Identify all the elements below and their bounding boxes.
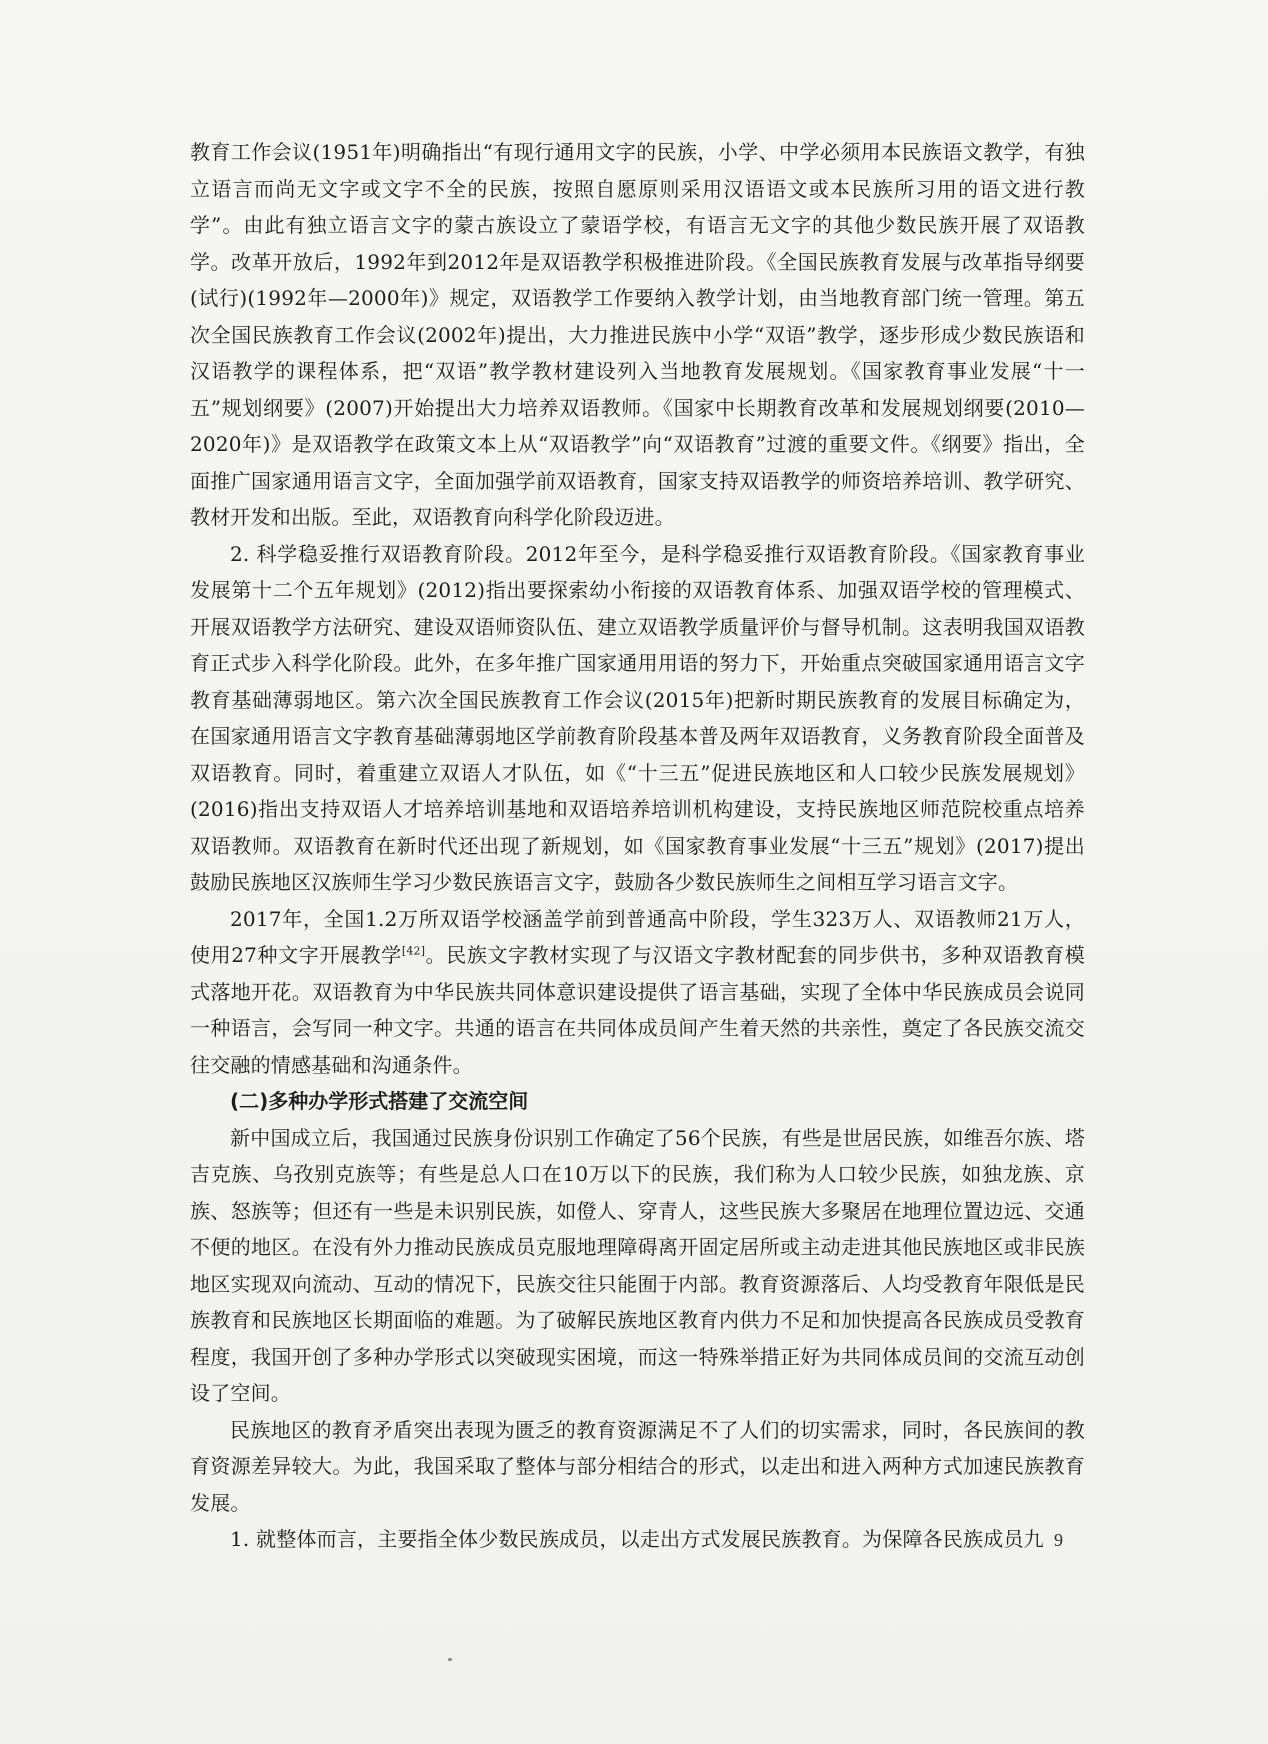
citation-mark: [42] [401,944,426,958]
paragraph-ethnic-identification: 新中国成立后，我国通过民族身份识别工作确定了56个民族，有些是世居民族，如维吾尔族、塔吉克族、乌孜别克族等；有些是总人口在10万以下的民族，我们称为人口较少民族，如独龙族、京族、怒族等；但还有一些是未识别民族，如僜人、穿青人，这些民族大多聚居在地理位置边远、交通不便的地区。在没有外力推动民族成员克服地理障碍离开固定居所或主动走进其他民族地区或非民族地区实现双向流动、互动的情况下，民族交往只能囿于内部。教育资源落后、人均受教育年限低是民族教育和民族地区长期面临的难题。为了破解民族地区教育内供力不足和加快提高各民族成员受教育程度，我国开创了多种办学形式以突破现实困境，而这一特殊举措正好为共同体成员间的交流互动创设了空间。 [190,1125,1085,1405]
paragraph-text-after-citation: 。民族文字教材实现了与汉语文字教材配套的同步供书，多种双语教育模式落地开花。双语教育为中华民族共同体意识建设提供了语言基础，实现了全体中华民族成员会说同一种语言，会写同一种文字。共通的语言在共同体成员间产生着天然的共亲性，奠定了各民族交流交往交融的情感基础和沟通条件。 [190,943,1085,1077]
paragraph-2017-statistics [190,901,1085,1084]
section-heading: (二)多种办学形式搭建了交流空间 [230,1089,529,1113]
scan-speck [448,1658,452,1661]
paragraph-education-resources: 民族地区的教育矛盾突出表现为匮乏的教育资源满足不了人们的切实需求，同时，各民族间的教育资源差异较大。为此，我国采取了整体与部分相结合的形式，以走出和进入两种方式加速民族教育发展。 [190,1417,1085,1515]
paragraph-scientific-stage: 2. 科学稳妥推行双语教育阶段。2012年至今，是科学稳妥推行双语教育阶段。《国家教育事业发展第十二个五年规划》(2012)指出要探索幼小衔接的双语教育体系、加强双语学校的管理模式、开展双语教学方法研究、建设双语师资队伍、建立双语教学质量评价与督导机制。这表明我国双语教育正式步入科学化阶段。此外，在多年推广国家通用用语的努力下，开始重点突破国家通用语言文字教育基础薄弱地区。第六次全国民族教育工作会议(2015年)把新时期民族教育的发展目标确定为，在国家通用语言文字教育基础薄弱地区学前教育阶段基本普及两年双语教育，义务教育阶段全面普及双语教育。同时，着重建立双语人才队伍，如《“十三五”促进民族地区和人口较少民族发展规划》(2016)指出支持双语人才培养培训基地和双语培养培训机构建设，支持民族地区师范院校重点培养双语教师。双语教育在新时代还出现了新规划，如《国家教育事业发展“十三五”规划》(2017)提出鼓励民族地区汉族师生学习少数民族语言文字，鼓励各少数民族师生之间相互学习语言文字。 [190,541,1085,894]
page-number: 9 [1054,1530,1063,1550]
paragraph-overall-approach: 1. 就整体而言，主要指全体少数民族成员，以走出方式发展民族教育。为保障各民族成员九 [230,1527,1044,1551]
paragraph-text-before-citation: 2017年，全国1.2万所双语学校涵盖学前到普通高中阶段，学生323万人、双语教师21万人，使用27种文字开展教学 [190,906,1085,967]
document-body [190,134,1085,1558]
paragraph-policy-history: 教育工作会议(1951年)明确指出“有现行通用文字的民族，小学、中学必须用本民族语文教学，有独立语言而尚无文字或文字不全的民族，按照自愿原则采用汉语语文或本民族所习用的语文进行教学”。由此有独立语言文字的蒙古族设立了蒙语学校，有语言无文字的其他少数民族开展了双语教学。改革开放后，1992年到2012年是双语教学积极推进阶段。《全国民族教育发展与改革指导纲要(试行)(1992年—2000年)》规定，双语教学工作要纳入教学计划，由当地教育部门统一管理。第五次全国民族教育工作会议(2002年)提出，大力推进民族中小学“双语”教学，逐步形成少数民族语和汉语教学的课程体系，把“双语”教学教材建设列入当地教育发展规划。《国家教育事业发展“十一五”规划纲要》(2007)开始提出大力培养双语教师。《国家中长期教育改革和发展规划纲要(2010—2020年)》是双语教学在政策文本上从“双语教学”向“双语教育”过渡的重要文件。《纲要》指出，全面推广国家通用语言文字，全面加强学前双语教育，国家支持双语教学的师资培养培训、教学研究、教材开发和出版。至此，双语教育向科学化阶段迈进。 [190,140,1085,529]
